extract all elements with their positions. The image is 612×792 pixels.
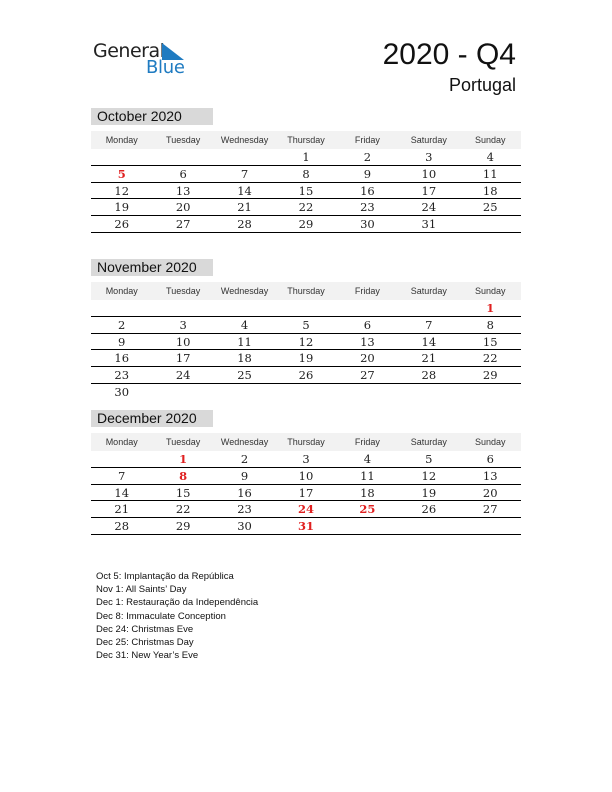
day-cell	[337, 300, 398, 316]
day-cell	[275, 384, 336, 401]
day-cell: 14	[237, 183, 252, 198]
day-cell: 26	[298, 368, 314, 383]
holiday-list-item: Dec 25: Christmas Day	[96, 637, 194, 649]
day-cell	[91, 149, 152, 165]
day-cell: 9	[118, 334, 126, 349]
weekday-header-row	[91, 282, 521, 300]
weekday-label: Friday	[354, 286, 380, 296]
day-cell: 3	[425, 150, 433, 164]
day-cell: 28	[114, 519, 130, 534]
week-row	[91, 384, 521, 401]
day-cell: 30	[114, 384, 130, 399]
day-cell: 24	[421, 200, 437, 215]
holiday-day-cell: 24	[297, 502, 314, 517]
weekday-label: Monday	[105, 135, 138, 145]
day-cell: 4	[486, 150, 494, 164]
day-cell: 4	[363, 452, 372, 466]
day-cell: 18	[237, 351, 252, 366]
weekday-label: Friday	[354, 135, 380, 145]
day-cell: 31	[421, 217, 437, 232]
month-october	[91, 108, 521, 233]
day-cell: 14	[421, 334, 437, 349]
day-cell: 17	[298, 485, 314, 500]
day-cell: 21	[114, 502, 130, 517]
day-cell: 9	[363, 166, 372, 181]
day-cell: 22	[175, 502, 191, 517]
day-cell: 18	[360, 485, 375, 500]
weekday-label: Monday	[105, 437, 138, 447]
week-row	[91, 300, 521, 317]
day-cell: 28	[421, 368, 437, 383]
day-cell: 18	[482, 183, 498, 198]
day-cell: 15	[298, 183, 314, 198]
week-row	[91, 199, 521, 216]
weekday-label: Sunday	[474, 437, 506, 447]
day-cell: 6	[179, 166, 187, 181]
country-name: Portugal	[448, 75, 516, 95]
day-cell: 29	[298, 217, 314, 232]
month-title: December 2020	[91, 410, 213, 427]
weekday-label: Saturday	[410, 437, 447, 447]
day-cell: 17	[175, 351, 191, 366]
day-cell: 27	[360, 368, 375, 383]
day-cell: 8	[302, 166, 310, 181]
day-cell: 30	[360, 217, 375, 232]
day-cell: 27	[175, 217, 191, 232]
holiday-day-cell: 1	[486, 301, 495, 315]
day-cell: 1	[302, 150, 310, 164]
week-row	[91, 216, 521, 233]
day-cell: 22	[482, 351, 498, 366]
weekday-label: Tuesday	[166, 286, 201, 296]
week-row	[91, 367, 521, 384]
day-cell: 21	[237, 200, 252, 215]
holiday-list-item: Dec 24: Christmas Eve	[96, 623, 194, 635]
week-row	[91, 485, 521, 502]
day-cell: 10	[175, 334, 191, 349]
day-cell: 3	[179, 317, 187, 332]
day-cell: 11	[482, 166, 498, 181]
holiday-day-cell: 25	[359, 502, 376, 517]
day-cell: 28	[237, 217, 252, 232]
day-cell: 12	[298, 334, 314, 349]
weekday-label: Thursday	[287, 437, 325, 447]
weekday-label: Monday	[105, 286, 138, 296]
day-cell: 27	[482, 502, 498, 517]
holiday-list-item: Nov 1: All Saints’ Day	[96, 584, 187, 596]
day-cell: 2	[118, 317, 126, 332]
day-cell: 2	[240, 452, 249, 466]
weekday-label: Friday	[354, 437, 380, 447]
weekday-header-row	[91, 131, 521, 149]
day-cell	[398, 518, 459, 534]
weekday-label: Thursday	[287, 286, 325, 296]
day-cell	[275, 300, 336, 316]
day-cell	[91, 300, 152, 316]
week-row	[91, 334, 521, 351]
day-cell: 13	[360, 334, 375, 349]
day-cell: 14	[114, 485, 130, 500]
day-cell: 5	[425, 452, 433, 466]
day-cell: 16	[237, 485, 252, 500]
day-cell: 19	[114, 200, 130, 215]
day-cell: 4	[240, 317, 249, 332]
weekday-label: Tuesday	[166, 135, 201, 145]
day-cell: 15	[482, 334, 498, 349]
day-cell: 20	[175, 200, 191, 215]
week-row	[91, 149, 521, 166]
week-row	[91, 166, 521, 183]
day-cell: 24	[175, 368, 191, 383]
day-cell	[214, 149, 275, 165]
month-december	[91, 410, 521, 535]
holiday-day-cell: 1	[179, 452, 188, 466]
month-title: October 2020	[91, 108, 213, 125]
day-cell: 7	[118, 468, 126, 483]
day-cell	[337, 384, 398, 401]
day-cell	[152, 149, 213, 165]
holiday-list-item: Dec 8: Immaculate Conception	[96, 610, 226, 622]
weekday-label: Wednesday	[220, 437, 269, 447]
day-cell: 21	[421, 351, 437, 366]
day-cell: 17	[421, 183, 437, 198]
holiday-day-cell: 8	[179, 468, 188, 483]
day-cell: 15	[175, 485, 191, 500]
day-cell	[398, 384, 459, 401]
generalblue-logo	[93, 40, 193, 80]
month-november	[91, 259, 521, 401]
week-row	[91, 518, 521, 535]
day-cell	[91, 451, 152, 467]
day-cell: 7	[425, 317, 433, 332]
week-row	[91, 183, 521, 200]
day-cell: 7	[240, 166, 249, 181]
holiday-list-item: Dec 1: Restauração da Independência	[96, 597, 259, 609]
day-cell: 16	[360, 183, 375, 198]
weekday-label: Wednesday	[220, 135, 269, 145]
week-row	[91, 350, 521, 367]
holiday-day-cell: 5	[117, 166, 126, 181]
day-cell	[214, 384, 275, 401]
logo-word-general: General	[93, 40, 165, 62]
weekday-label: Saturday	[410, 286, 447, 296]
weekday-header-row	[91, 433, 521, 451]
day-cell: 25	[482, 200, 498, 215]
day-cell: 23	[360, 200, 375, 215]
logo-word-blue: Blue	[146, 57, 185, 78]
day-cell: 12	[114, 183, 130, 198]
day-cell: 29	[482, 368, 498, 383]
day-cell: 22	[298, 200, 314, 215]
day-cell: 29	[175, 519, 191, 534]
day-cell: 19	[298, 351, 314, 366]
day-cell: 6	[486, 452, 494, 466]
day-cell: 8	[486, 317, 494, 332]
day-cell	[460, 384, 521, 401]
weekday-label: Sunday	[474, 286, 506, 296]
day-cell: 11	[237, 334, 252, 349]
day-cell: 6	[363, 317, 372, 332]
day-cell	[460, 518, 521, 534]
day-cell: 2	[363, 150, 372, 164]
holiday-list	[96, 570, 258, 662]
weekday-label: Saturday	[410, 135, 447, 145]
day-cell	[152, 384, 213, 401]
day-cell: 19	[421, 485, 437, 500]
day-cell	[460, 216, 521, 232]
weekday-label: Thursday	[287, 135, 325, 145]
day-cell: 13	[482, 468, 498, 483]
week-row	[91, 468, 521, 485]
weekday-label: Sunday	[474, 135, 506, 145]
day-cell	[337, 518, 398, 534]
week-row	[91, 451, 521, 468]
day-cell: 23	[114, 368, 130, 383]
day-cell: 30	[237, 519, 252, 534]
week-row	[91, 317, 521, 334]
month-title: November 2020	[91, 259, 213, 276]
day-cell	[214, 300, 275, 316]
holiday-day-cell: 31	[297, 519, 314, 534]
day-cell: 20	[360, 351, 375, 366]
holiday-list-item: Dec 31: New Year’s Eve	[96, 650, 199, 662]
day-cell: 26	[421, 502, 437, 517]
day-cell: 20	[482, 485, 498, 500]
day-cell: 16	[114, 351, 130, 366]
day-cell: 23	[237, 502, 252, 517]
day-cell: 11	[360, 468, 375, 483]
page-title: 2020 - Q4	[382, 38, 516, 71]
weekday-label: Wednesday	[220, 286, 269, 296]
day-cell	[398, 300, 459, 316]
week-row	[91, 501, 521, 518]
day-cell: 10	[298, 468, 314, 483]
day-cell: 3	[302, 452, 310, 466]
day-cell	[152, 300, 213, 316]
holiday-list-item: Oct 5: Implantação da República	[96, 571, 234, 582]
day-cell: 10	[421, 166, 437, 181]
day-cell: 9	[240, 468, 249, 483]
weekday-label: Tuesday	[166, 437, 201, 447]
day-cell: 12	[421, 468, 437, 483]
day-cell: 5	[302, 317, 310, 332]
day-cell: 26	[114, 217, 130, 232]
day-cell: 25	[237, 368, 252, 383]
day-cell: 13	[175, 183, 191, 198]
